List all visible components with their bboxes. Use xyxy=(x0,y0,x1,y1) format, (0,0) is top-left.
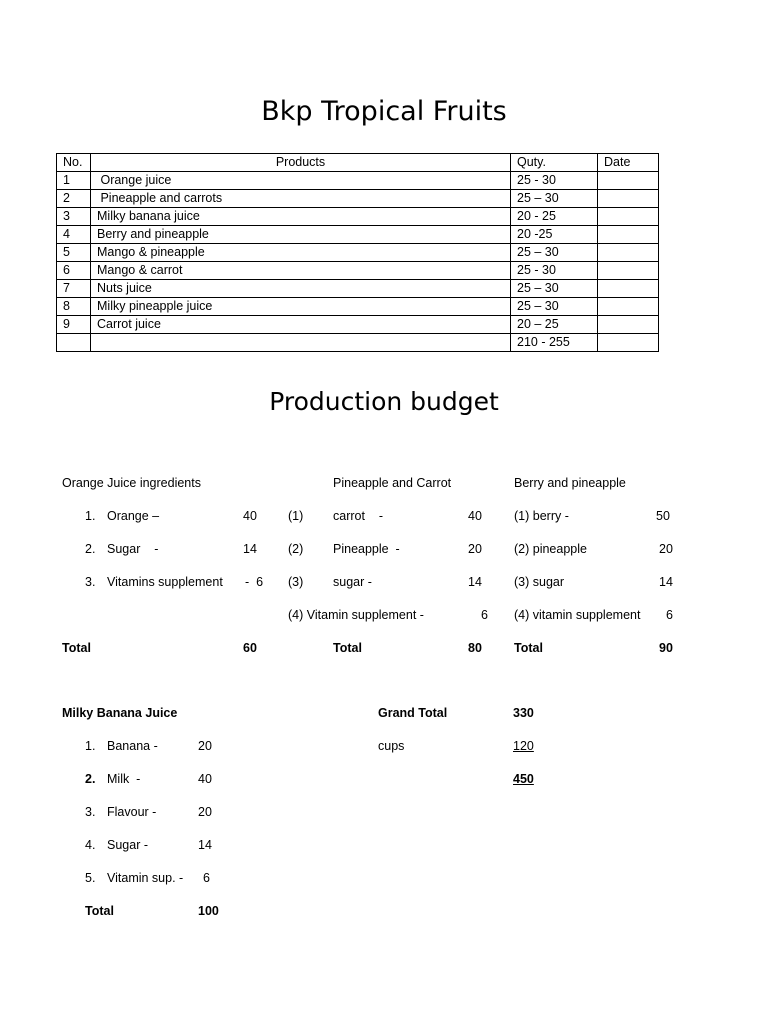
banana-item-2-value: 40 xyxy=(198,772,212,786)
cell-date xyxy=(598,316,659,334)
cell-qty: 25 - 30 xyxy=(511,172,598,190)
products-table xyxy=(56,153,659,352)
banana-total-value: 100 xyxy=(198,904,219,918)
cell-product: Orange juice xyxy=(91,172,511,190)
pc-item-2-label: Pineapple - xyxy=(333,542,400,556)
cell-qty: 25 – 30 xyxy=(511,244,598,262)
pc-item-3-label: sugar - xyxy=(333,575,372,589)
cell-date xyxy=(598,280,659,298)
cell-no: 2 xyxy=(57,190,91,208)
pc-total-label: Total xyxy=(333,641,362,655)
header-qty: Quty. xyxy=(511,154,598,172)
banana-item-3-value: 20 xyxy=(198,805,212,819)
orange-item-1-label: Orange – xyxy=(107,509,160,523)
berry-item-1-label: (1) berry - xyxy=(514,509,569,523)
table-row xyxy=(57,226,659,244)
pc-item-4-label: (4) Vitamin supplement - xyxy=(288,608,424,622)
banana-item-2-label: Milk - xyxy=(107,772,141,786)
berry-item-2-label: (2) pineapple xyxy=(514,542,587,556)
banana-item-5-label: Vitamin sup. - xyxy=(107,871,184,885)
cell-qty: 20 -25 xyxy=(511,226,598,244)
cell-date xyxy=(598,262,659,280)
orange-item-3-label: Vitamins supplement xyxy=(107,575,223,589)
berry-item-1-value: 50 xyxy=(656,509,670,523)
budget-title: Production budget xyxy=(269,387,499,416)
table-row xyxy=(57,280,659,298)
banana-total-label: Total xyxy=(85,904,114,918)
header-products: Products xyxy=(91,154,511,172)
header-date: Date xyxy=(598,154,659,172)
cell-date xyxy=(598,172,659,190)
banana-item-5-value: 6 xyxy=(203,871,210,885)
cell-product: Nuts juice xyxy=(91,280,511,298)
orange-item-1-num: 1. xyxy=(85,509,96,523)
cell-date xyxy=(598,208,659,226)
pc-total-value: 80 xyxy=(468,641,482,655)
cell-no: 7 xyxy=(57,280,91,298)
banana-item-4-num: 4. xyxy=(85,838,96,852)
final-total-value: 450 xyxy=(513,772,534,786)
cell-qty: 25 – 30 xyxy=(511,298,598,316)
grand-total-label: Grand Total xyxy=(378,706,448,720)
grand-total-value: 330 xyxy=(513,706,534,720)
orange-item-3-value: - 6 xyxy=(245,575,264,589)
cell-no: 6 xyxy=(57,262,91,280)
orange-total-value: 60 xyxy=(243,641,257,655)
banana-item-3-num: 3. xyxy=(85,805,96,819)
orange-item-3-num: 3. xyxy=(85,575,96,589)
banana-item-2-num: 2. xyxy=(85,772,96,786)
cell-qty: 25 – 30 xyxy=(511,280,598,298)
cell-product: Pineapple and carrots xyxy=(91,190,511,208)
cell-qty: 25 - 30 xyxy=(511,262,598,280)
cell-date xyxy=(598,244,659,262)
orange-heading: Orange Juice ingredients xyxy=(62,476,201,490)
cups-label: cups xyxy=(378,739,405,753)
header-no: No. xyxy=(57,154,91,172)
table-row xyxy=(57,298,659,316)
berry-heading: Berry and pineapple xyxy=(514,476,626,490)
berry-item-4-value: 6 xyxy=(666,608,673,622)
pc-item-1-value: 40 xyxy=(468,509,482,523)
cell-product: Carrot juice xyxy=(91,316,511,334)
cell-product: Milky banana juice xyxy=(91,208,511,226)
document-title: Bkp Tropical Fruits xyxy=(261,96,507,127)
banana-item-1-label: Banana - xyxy=(107,739,158,753)
table-header-row xyxy=(57,154,659,172)
cell-qty: 20 - 25 xyxy=(511,208,598,226)
pc-item-2-num: (2) xyxy=(288,542,304,556)
cell-date xyxy=(598,298,659,316)
orange-total-label: Total xyxy=(62,641,91,655)
banana-heading: Milky Banana Juice xyxy=(62,706,178,720)
table-row xyxy=(57,262,659,280)
cell-qty: 210 - 255 xyxy=(511,334,598,352)
pc-item-3-num: (3) xyxy=(288,575,304,589)
banana-item-1-value: 20 xyxy=(198,739,212,753)
cell-no: 3 xyxy=(57,208,91,226)
pc-item-1-num: (1) xyxy=(288,509,304,523)
cell-date xyxy=(598,334,659,352)
table-row xyxy=(57,172,659,190)
cell-qty: 20 – 25 xyxy=(511,316,598,334)
berry-item-3-value: 14 xyxy=(659,575,673,589)
berry-item-3-label: (3) sugar xyxy=(514,575,565,589)
cell-product: Mango & carrot xyxy=(91,262,511,280)
banana-item-4-label: Sugar - xyxy=(107,838,148,852)
cell-no xyxy=(57,334,91,352)
table-row xyxy=(57,316,659,334)
cups-value: 120 xyxy=(513,739,534,753)
orange-item-1-value: 40 xyxy=(243,509,257,523)
cell-date xyxy=(598,190,659,208)
pc-item-4-value: 6 xyxy=(481,608,488,622)
pc-heading: Pineapple and Carrot xyxy=(333,476,452,490)
orange-item-2-value: 14 xyxy=(243,542,257,556)
orange-item-2-num: 2. xyxy=(85,542,96,556)
berry-item-2-value: 20 xyxy=(659,542,673,556)
cell-date xyxy=(598,226,659,244)
cell-no: 1 xyxy=(57,172,91,190)
table-row xyxy=(57,208,659,226)
table-row xyxy=(57,334,659,352)
banana-item-4-value: 14 xyxy=(198,838,212,852)
cell-product: Berry and pineapple xyxy=(91,226,511,244)
cell-qty: 25 – 30 xyxy=(511,190,598,208)
cell-no: 9 xyxy=(57,316,91,334)
pc-item-3-value: 14 xyxy=(468,575,482,589)
cell-product: Milky pineapple juice xyxy=(91,298,511,316)
table-row xyxy=(57,244,659,262)
pc-item-1-label: carrot - xyxy=(333,509,384,523)
pc-item-2-value: 20 xyxy=(468,542,482,556)
cell-no: 8 xyxy=(57,298,91,316)
table-row xyxy=(57,190,659,208)
banana-item-5-num: 5. xyxy=(85,871,96,885)
banana-item-3-label: Flavour - xyxy=(107,805,157,819)
cell-product xyxy=(91,334,511,352)
berry-total-value: 90 xyxy=(659,641,673,655)
berry-item-4-label: (4) vitamin supplement xyxy=(514,608,641,622)
banana-item-1-num: 1. xyxy=(85,739,96,753)
berry-total-label: Total xyxy=(514,641,543,655)
cell-no: 4 xyxy=(57,226,91,244)
cell-no: 5 xyxy=(57,244,91,262)
orange-item-2-label: Sugar - xyxy=(107,542,159,556)
cell-product: Mango & pineapple xyxy=(91,244,511,262)
